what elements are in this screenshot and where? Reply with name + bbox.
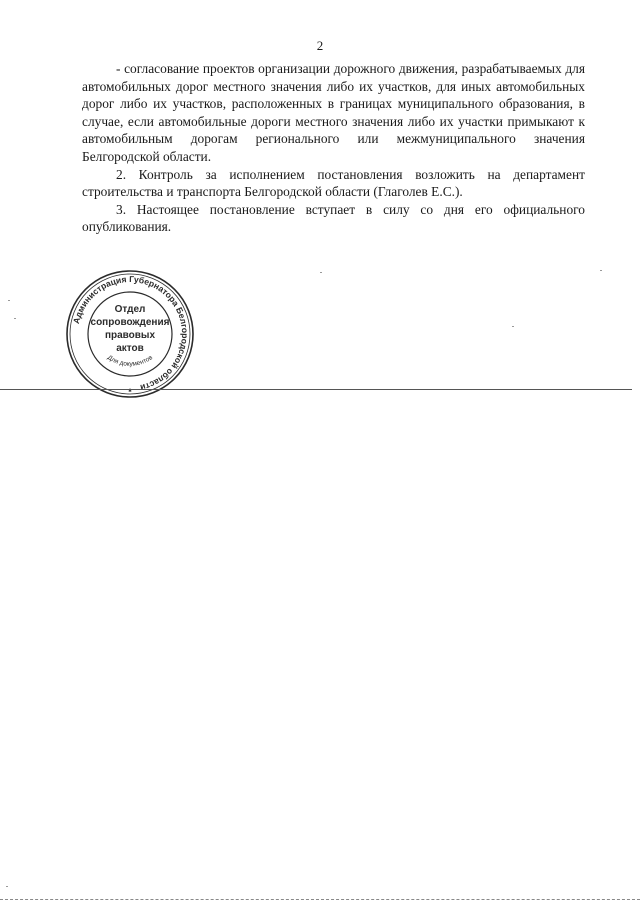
stamp-inner-line-3: правовых [104,330,156,341]
scan-speck [14,318,16,319]
document-body [82,60,585,236]
scan-speck [6,886,8,887]
svg-text:Для документов [106,354,154,368]
stamp-seal [64,268,196,400]
scan-speck [320,272,322,273]
scan-divider-line [0,389,632,390]
page-number: 2 [316,38,324,53]
scan-speck [600,270,602,271]
paragraph-control-clause: 2. Контроль за исполнением постановления возложить на департамент строительства и транспорта Белгородской области (Глаголев Е.С.). [82,166,585,200]
official-stamp [64,268,196,400]
stamp-star-icon: * [128,387,132,397]
stamp-inner-line-1: Отдел [114,304,146,315]
stamp-inner-line-2: сопровождения [90,317,170,328]
stamp-bottom-text: Для документов [106,354,154,368]
paragraph-effective-date: 3. Настоящее постановление вступает в силу со дня его официального опубликования. [82,201,585,235]
stamp-inner-line-4: актов [116,343,144,354]
paragraph-approval-clause: - согласование проектов организации дорожного движения, разрабатываемых для автомобильных дорог местного значения либо их участков, для иных автомобильных дорог либо их участков, расположенных в границах муниципального образования, в случае, если автомобильные дороги местного значения либо их участки примыкают к автомобильным дорогам регионального или межмуниципального значения Белгородской области. [82,61,585,164]
scan-speck [8,300,10,301]
stamp-outer-text: Администрация Губернатора Белгородской области [71,273,191,393]
scan-speck [512,326,514,327]
scan-bottom-edge [0,899,640,900]
